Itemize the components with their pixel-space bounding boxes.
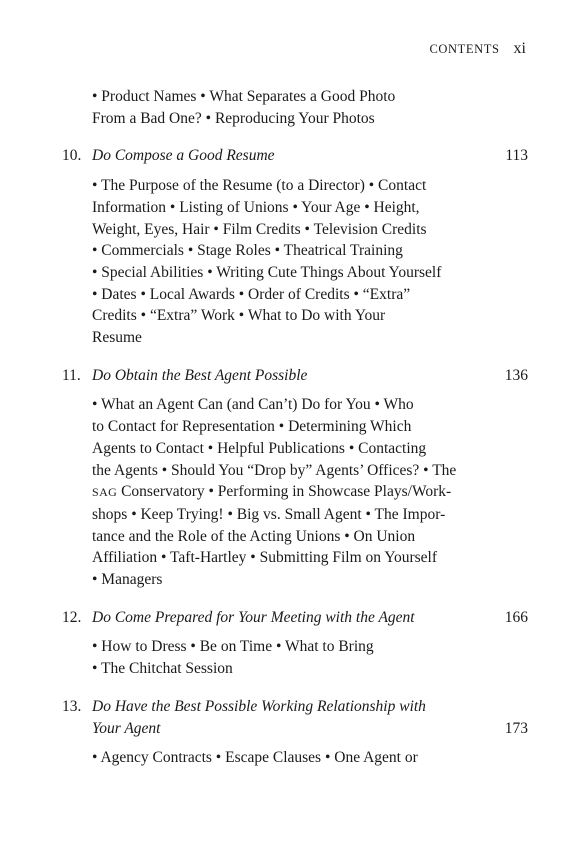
desc-line: Agents to Contact • Helpful Publications • Contacting [92, 439, 427, 457]
chapter-page-number: 166 [504, 608, 528, 626]
desc-line: • Special Abilities • Writing Cute Things About Yourself [92, 263, 442, 281]
chapter-description [92, 394, 482, 590]
chapter-title-line: Do Obtain the Best Agent Possible [92, 366, 308, 384]
chapter-heading [62, 696, 528, 739]
desc-line: • Commercials • Stage Roles • Theatrical Training [92, 242, 403, 260]
chapter-page-number: 113 [505, 147, 528, 165]
chapter-title [92, 607, 482, 629]
chapter-title-line: Your Agent [92, 719, 161, 737]
table-of-contents [62, 86, 528, 769]
chapter-number: 10. [62, 147, 82, 165]
chapter-number: 11. [62, 366, 81, 384]
continuation-description [92, 86, 482, 129]
desc-line: • What an Agent Can (and Can’t) Do for You • Who [92, 396, 414, 414]
desc-line: Information • Listing of Unions • Your Age • Height, [92, 198, 420, 216]
small-caps-abbrev: SAG [92, 485, 118, 500]
desc-line: Resume [92, 329, 142, 347]
desc-line: SAG Conservatory • Performing in Showcase Plays/Work- [92, 483, 452, 501]
chapter-description [92, 636, 482, 679]
desc-line: shops • Keep Trying! • Big vs. Small Agent • The Impor- [92, 505, 446, 523]
chapter-description [92, 175, 482, 349]
chapter-title-line: Do Compose a Good Resume [92, 147, 275, 165]
chapter-title-line: Do Have the Best Possible Working Relationship with [92, 697, 426, 715]
desc-line: • The Chitchat Session [92, 660, 233, 678]
desc-line: From a Bad One? • Reproducing Your Photos [92, 109, 375, 127]
chapter-number: 13. [62, 697, 82, 715]
desc-line: • Agency Contracts • Escape Clauses • One Agent or [92, 749, 418, 767]
desc-line: Credits • “Extra” Work • What to Do with Your [92, 307, 386, 325]
desc-line: to Contact for Representation • Determining Which [92, 418, 412, 436]
chapter-number: 12. [62, 608, 82, 626]
desc-line: • The Purpose of the Resume (to a Director) • Contact [92, 177, 427, 195]
running-head-section: CONTENTS [429, 42, 500, 56]
desc-line: • How to Dress • Be on Time • What to Bring [92, 638, 374, 656]
toc-entry-chapter-10[interactable] [62, 145, 528, 348]
toc-entry-chapter-12[interactable] [62, 607, 528, 680]
chapter-description [92, 747, 482, 769]
chapter-title [92, 145, 482, 167]
desc-line: the Agents • Should You “Drop by” Agents’ Offices? • The [92, 461, 457, 479]
desc-line: • Dates • Local Awards • Order of Credits • “Extra” [92, 285, 411, 303]
chapter-title [92, 696, 482, 739]
chapter-heading [62, 145, 528, 167]
desc-line: Weight, Eyes, Hair • Film Credits • Television Credits [92, 220, 427, 238]
running-head [429, 40, 526, 58]
chapter-title-line: Do Come Prepared for Your Meeting with the Agent [92, 608, 415, 626]
chapter-page-number: 136 [504, 366, 528, 384]
running-head-page-number: xi [513, 40, 526, 57]
desc-line: • Managers [92, 571, 163, 589]
chapter-heading [62, 365, 528, 387]
toc-entry-chapter-13[interactable] [62, 696, 528, 769]
desc-line: tance and the Role of the Acting Unions • On Union [92, 527, 416, 545]
chapter-heading [62, 607, 528, 629]
toc-entry-chapter-11[interactable] [62, 365, 528, 591]
chapter-page-number: 173 [504, 719, 528, 737]
desc-line: • Product Names • What Separates a Good Photo [92, 88, 396, 105]
desc-line: Affiliation • Taft-Hartley • Submitting Film on Yourself [92, 549, 438, 567]
chapter-title [92, 365, 482, 387]
